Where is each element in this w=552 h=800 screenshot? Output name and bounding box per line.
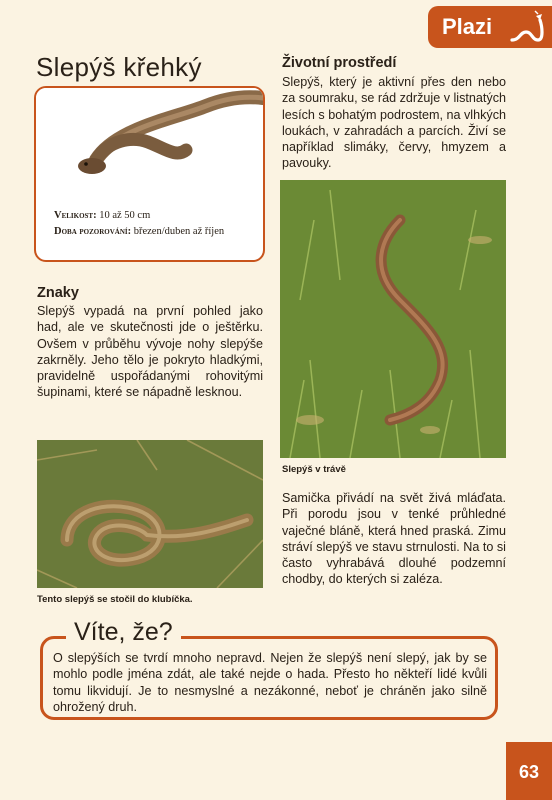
marks-heading: Znaky (37, 285, 79, 301)
habitat-heading: Životní prostředí (282, 55, 397, 71)
marks-text: Slepýš vypadá na první pohled jako had, ale ve skutečnosti jde o ještěrku. Ovšem v průběhu vývoje nohy slepýše zakrněly. Jeho tělo je pokryto hladkými, pravidelně uspořádanými rohovitými šupinami, které se nápadně lesknou. (37, 304, 263, 400)
slow-worm-in-grass-photo (280, 180, 506, 458)
coiled-slow-worm-photo (37, 440, 263, 588)
section-title: Plazi (442, 14, 493, 39)
grass-photo-caption: Slepýš v trávě (282, 464, 346, 475)
habitat-text: Slepýš, který je aktivní přes den nebo za soumraku, se rád zdržuje v listnatých lesích s bohatým podrostem, na vlhkých loukách, v zahradách a parcích. Živí se například slimáky, červy, hmyzem a pavouky. (282, 75, 506, 171)
page-number: 63 (518, 762, 540, 782)
section-header-tab (428, 6, 552, 48)
size-value: 10 až 50 cm (99, 210, 151, 221)
slow-worm-photo (36, 88, 263, 200)
snake-icon (508, 10, 550, 46)
season-value: březen/duben až říjen (133, 226, 225, 237)
size-label: Velikost: (54, 210, 97, 221)
page-title: Slepýš křehký (36, 52, 202, 82)
page-number-tab (506, 742, 552, 800)
fact-box-title: Víte, že? (74, 618, 173, 646)
season-label: Doba pozorování: (54, 226, 132, 237)
fact-box-text: O slepýších se tvrdí mnoho nepravd. Nejen že slepýš není slepý, jak by se mohlo podle jména zdát, ale také nejde o hada. Přesto ho někteří lidé kvůli tomu likvidují. Je to nesmyslné a nezákonné, neboť je chráněn jako silně ohrožený druh. (53, 651, 487, 714)
coiled-photo-caption: Tento slepýš se stočil do klubíčka. (37, 594, 193, 605)
info-card (34, 86, 265, 262)
reproduction-text: Samička přivádí na svět živá mláďata. Při porodu jsou v tenké průhledné vaječné bláně, která hned praská. Zimu stráví slepýš ve stavu strnulosti. Na to si často vyhrabává dlouhé podzemní chodby, do kterých si zaléza. (282, 491, 506, 587)
